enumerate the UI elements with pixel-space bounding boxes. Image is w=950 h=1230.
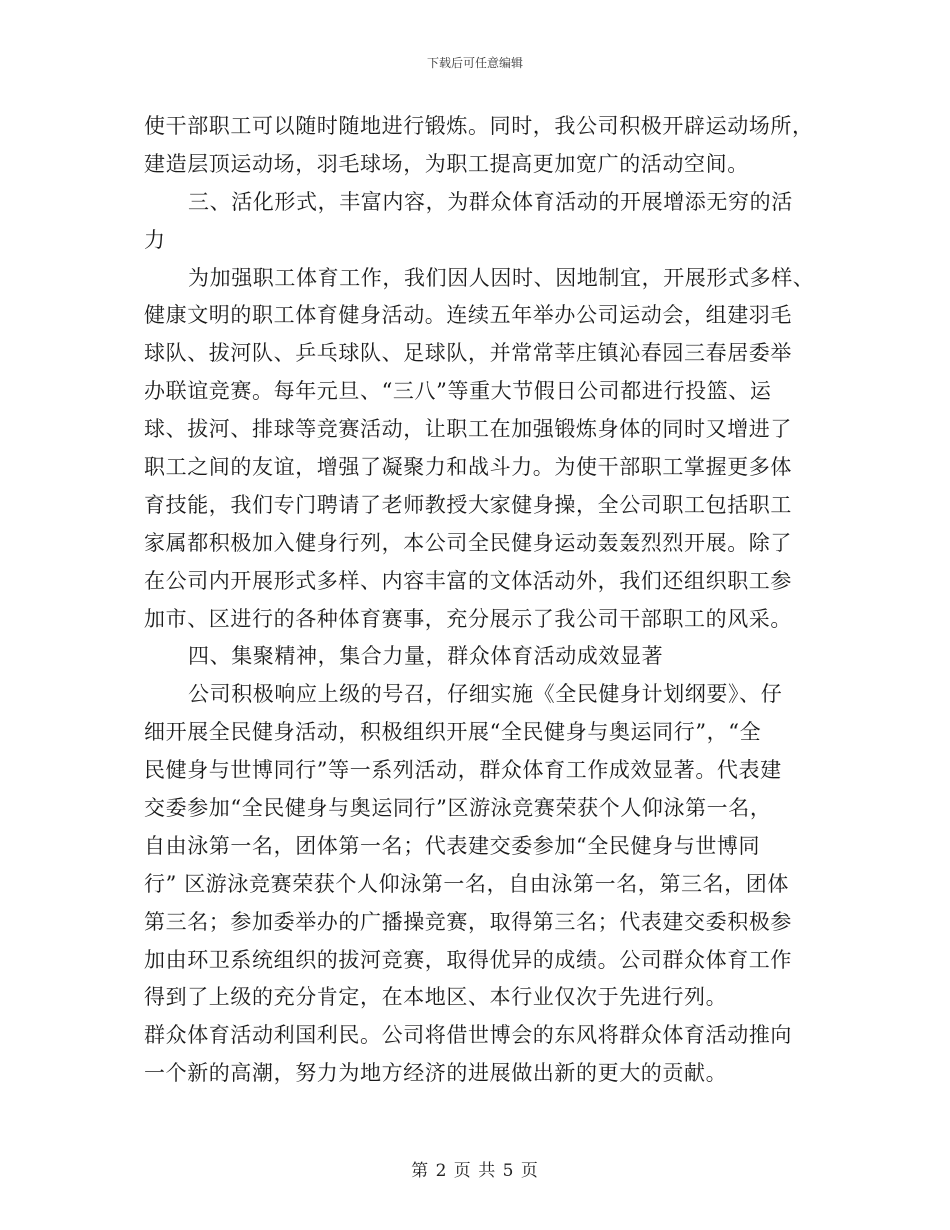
text-line: 自由泳第一名，团体第一名；代表建交委参加“全民健身与世博同 (144, 833, 761, 858)
text-line: 群众体育活动利国利民。公司将借世博会的东风将群众体育活动推向 (144, 1023, 792, 1048)
text-line: 家属都积极加入健身行列，本公司全民健身运动轰轰烈烈开展。除了 (144, 530, 792, 555)
text-line: 第三名；参加委举办的广播操竞赛，取得第三名；代表建交委积极参 (144, 909, 792, 934)
text-line: 办联谊竞赛。每年元旦、“三八”等重大节假日公司都进行投篮、运 (144, 379, 772, 404)
text-line: 加市、区进行的各种体育赛事，充分展示了我公司干部职工的风采。 (144, 606, 792, 631)
text-line: 得到了上级的充分肯定，在本地区、本行业仅次于先进行列。 (144, 985, 728, 1010)
text-line: 育技能，我们专门聘请了老师教授大家健身操，全公司职工包括职工 (144, 492, 792, 517)
text-line: 球队、拔河队、乒乓球队、足球队，并常常莘庄镇沁春园三春居委举 (144, 341, 792, 366)
text-line: 为加强职工体育工作，我们因人因时、因地制宜，开展形式多样、 (188, 265, 815, 290)
text-line: 力 (144, 227, 166, 252)
page-header: 下载后可任意编辑 (426, 56, 523, 70)
text-line: 一个新的高潮，努力为地方经济的进展做出新的更大的贡献。 (144, 1061, 728, 1086)
text-line: 使干部职工可以随时随地进行锻炼。同时，我公司积极开辟运动场所， (144, 114, 814, 138)
text-line: 民健身与世博同行”等一系列活动，群众体育工作成效显著。代表建 (144, 758, 782, 783)
document-body (144, 108, 815, 1093)
text-line: 交委参加“全民健身与奥运同行”区游泳竞赛荣获个人仰泳第一名， (144, 796, 772, 821)
page-number: 第 2 页 共 5 页 (411, 1161, 539, 1181)
text-line: 四、集聚精神，集合力量，群众体育活动成效显著 (188, 644, 664, 669)
text-line: 细开展全民健身活动，积极组织开展“全民健身与奥运同行”，“全 (144, 720, 762, 745)
text-line: 加由环卫系统组织的拔河竞赛，取得优异的成绩。公司群众体育工作 (144, 947, 792, 972)
text-line: 公司积极响应上级的号召，仔细实施《全民健身计划纲要》、仔 (188, 682, 783, 707)
text-line: 行” 区游泳竞赛荣获个人仰泳第一名，自由泳第一名，第三名，团体 (144, 871, 790, 896)
text-line: 职工之间的友谊，增强了凝聚力和战斗力。为使干部职工掌握更多体 (144, 455, 792, 480)
text-line: 在公司内开展形式多样、内容丰富的文体活动外，我们还组织职工参 (144, 568, 792, 593)
text-line: 球、拔河、排球等竞赛活动，让职工在加强锻炼身体的同时又增进了 (144, 417, 792, 442)
text-line: 健康文明的职工体育健身活动。连续五年举办公司运动会，组建羽毛 (144, 303, 792, 328)
text-line: 建造层顶运动场，羽毛球场，为职工提高更加宽广的活动空间。 (144, 151, 749, 176)
text-line: 三、活化形式，丰富内容，为群众体育活动的开展增添无穷的活 (188, 189, 793, 214)
